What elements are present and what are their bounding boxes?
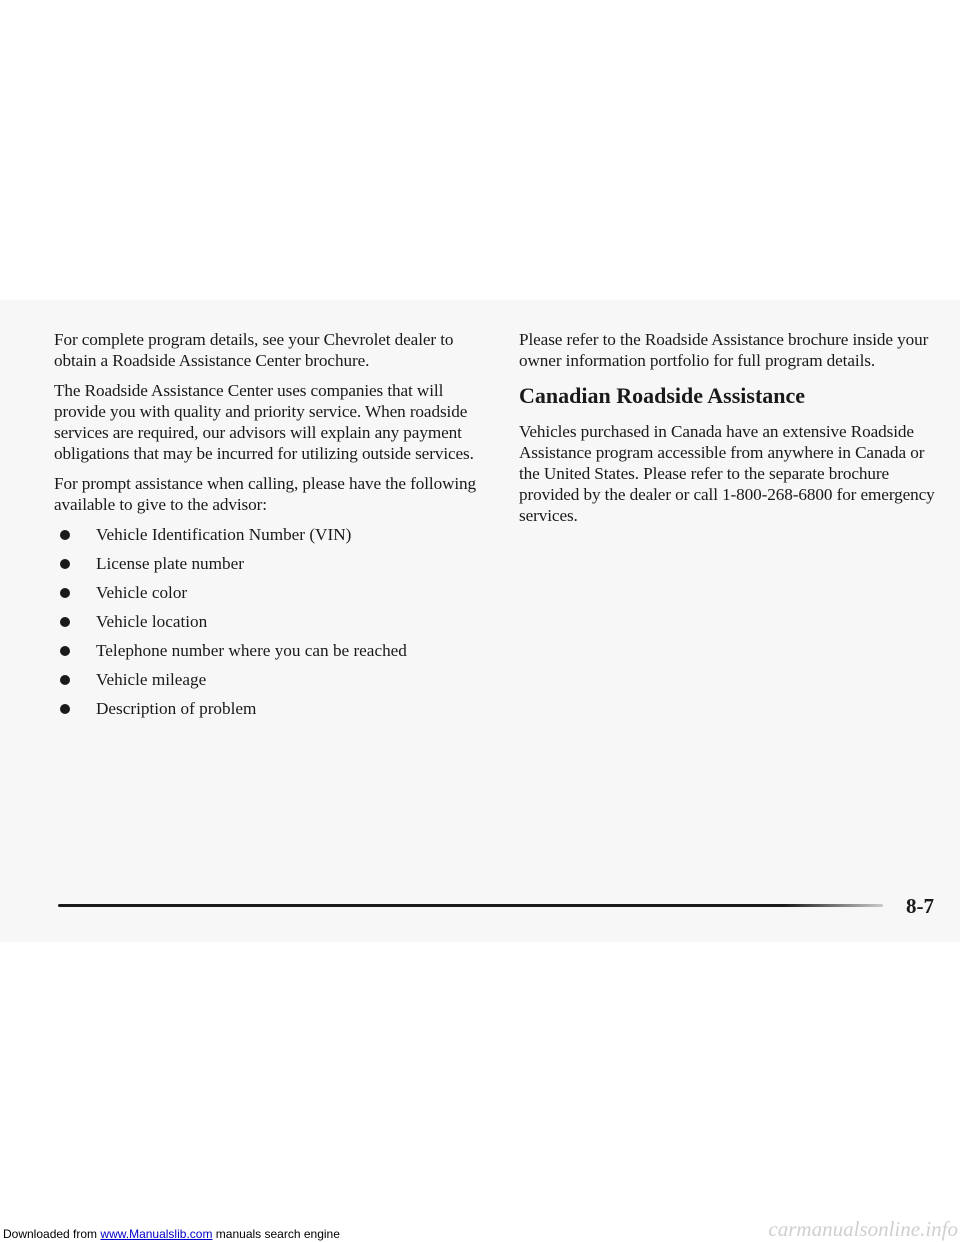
download-footer — [0, 1217, 960, 1242]
paragraph-canadian-program: Vehicles purchased in Canada have an extensive Roadside Assistance program accessible from anywhere in Canada or the United States. Please refer to the separate brochure provided by the dealer or call 1-800-268-6800 for emergency services. — [519, 422, 935, 525]
bullet-icon — [60, 530, 70, 540]
right-column — [519, 329, 939, 535]
watermark-text: carmanualsonline.info — [768, 1217, 958, 1241]
list-item-text: Telephone number where you can be reached — [96, 641, 407, 660]
page-divider-rule — [58, 904, 883, 907]
bullet-icon — [60, 675, 70, 685]
bullet-icon — [60, 588, 70, 598]
footer-suffix: manuals search engine — [215, 1227, 340, 1241]
list-item-text: Vehicle Identification Number (VIN) — [96, 525, 352, 544]
bullet-icon — [60, 646, 70, 656]
list-item-text: Vehicle mileage — [96, 670, 207, 689]
paragraph-prompt-assistance: For prompt assistance when calling, please have the following available to give to the advisor: — [54, 474, 477, 514]
paragraph-program-details: For complete program details, see your Chevrolet dealer to obtain a Roadside Assistance Center brochure. — [54, 330, 454, 370]
bullet-icon — [60, 617, 70, 627]
advisor-info-list — [54, 524, 490, 727]
paragraph-assistance-center: The Roadside Assistance Center uses companies that will provide you with quality and priority service. When roadside services are required, our advisors will explain any payment obligations that may be incurred for utilizing outside services. — [54, 381, 474, 463]
list-item — [54, 698, 490, 727]
list-item — [54, 611, 490, 640]
list-item-text: License plate number — [96, 554, 244, 573]
list-item-text: Vehicle location — [96, 612, 208, 631]
list-item-text: Description of problem — [96, 699, 257, 718]
list-item — [54, 669, 490, 698]
page-number: 8-7 — [906, 894, 934, 918]
bullet-icon — [60, 559, 70, 569]
list-item — [54, 524, 490, 553]
list-item-text: Vehicle color — [96, 583, 188, 602]
list-item — [54, 640, 490, 669]
footer-credit — [3, 1226, 340, 1242]
footer-prefix: Downloaded from — [3, 1227, 98, 1241]
list-item — [54, 582, 490, 611]
bullet-icon — [60, 704, 70, 714]
manualslib-link[interactable]: www.Manualslib.com — [100, 1227, 213, 1241]
paragraph-brochure-refer: Please refer to the Roadside Assistance brochure inside your owner information portfolio for full program details. — [519, 330, 929, 370]
left-column — [54, 329, 490, 727]
section-heading-canadian-roadside: Canadian Roadside Assistance — [519, 383, 806, 408]
list-item — [54, 553, 490, 582]
